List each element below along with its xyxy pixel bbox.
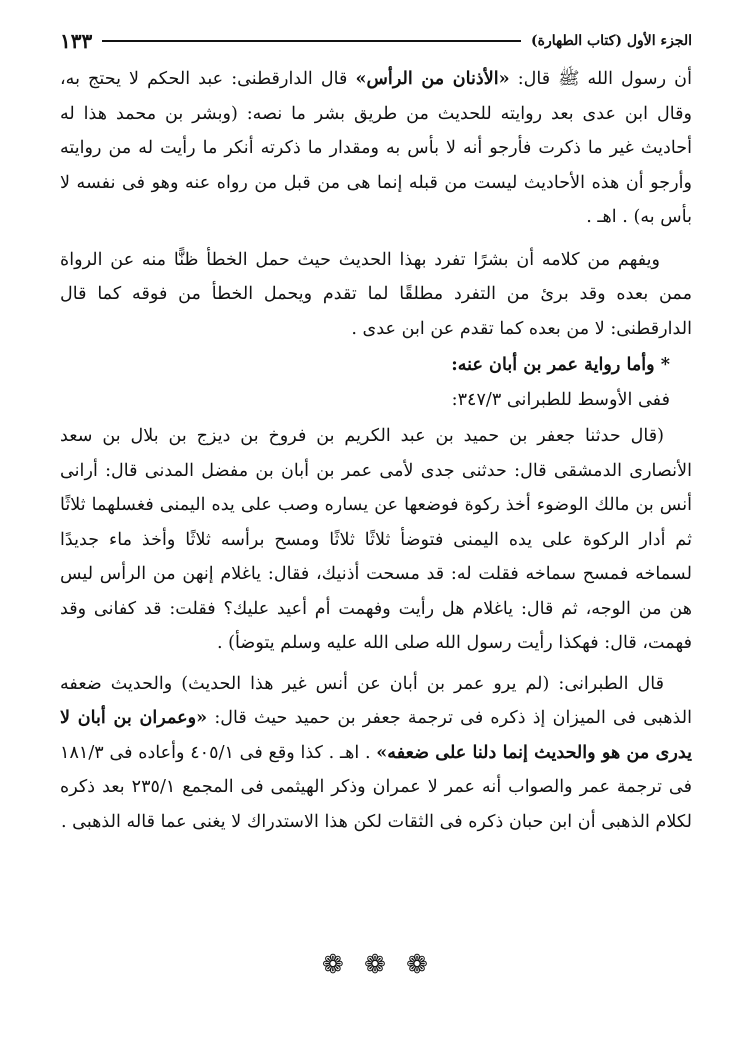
paragraph-6-rest: . اهـ . كذا وقع فى ٤٠٥/١ وأعاده فى ١٨١/٣ فى ترجمة عمر والصواب أنه عمر لا عمران وذكر الهيثمى فى المجمع ٢٣٥/١ بعد ذكره لكلام الذهبى أن ابن حبان ذكره فى الثقات لكن هذا الاستدراك لا يغنى عما قاله الذهبى . — [60, 742, 692, 832]
page-body — [60, 62, 692, 839]
paragraph-6-lead: قال الطبرانى: (لم يرو عمر بن أبان عن أنس غير هذا الحديث) والحديث ضعفه الذهبى فى الميزان إذ ذكره فى ترجمة جعفر بن حميد حيث قال: — [60, 673, 692, 728]
paragraph-1-rest: قال الدارقطنى: عبد الحكم لا يحتج به، وقال ابن عدى بعد روايته للحديث من طريق بشر ما نصه: (وبشر بن محمد هذا له أحاديث غير ما ذكرت فأرجو أنه لا بأس به ومقدار ما ذكرته أنكر ما رأيت له من روايته وأرجو أن هذه الأحاديث ليست من قبله إنما هى من قبل من رواه عنه وهو فى نفسه لا بأس به) . اهـ . — [60, 69, 692, 227]
source-reference: ففى الأوسط للطبرانى ٣٤٧/٣: — [451, 389, 670, 410]
section-end-ornament: ❁ ❁ ❁ — [322, 950, 434, 980]
page-number: ١٣٣ — [60, 29, 93, 53]
header-rule — [102, 40, 521, 42]
running-title: الجزء الأول (كتاب الطهارة) — [531, 33, 692, 49]
section-heading: * وأما رواية عمر بن أبان عنه: — [451, 354, 670, 375]
dhahabi-quote: «وعمران بن أبان لا يدرى من هو والحديث إنما دلنا على ضعفه» — [60, 707, 692, 763]
paragraph-1-lead: أن رسول الله ﷺ قال: — [509, 69, 692, 89]
hadith-narration: (قال حدثنا جعفر بن حميد بن عبد الكريم بن فروخ بن ديزج بن بلال بن سعد الأنصارى الدمشقى قال: حدثنى جدى لأمى عمر بن أبان بن مفضل المدنى قال: أرانى أنس بن مالك الوضوء أخذ ركوة فوضعها عن يساره وصب على يده اليمنى فغسلهما ثلاثًا ثم أدار الركوة على يده اليمنى فتوضأ ثلاثًا ثلاثًا ومسح برأسه ثلاثًا وأخذ ماء جديدًا لسماخه فمسح سماخه فقلت له: قد مسحت أذنيك، فقال: ياغلام إنهن من الرأس ليس هن من الوجه، ثم قال: ياغلام هل رأيت وفهمت أم أعيد عليك؟ فقلت: قد كفانى وقد فهمت، قال: فهكذا رأيت رسول الله صلى الله عليه وسلم يتوضأ) . — [60, 426, 692, 653]
hadith-quote: «الأذنان من الرأس» — [355, 68, 510, 89]
paragraph-6 — [60, 667, 692, 840]
paragraph-1 — [60, 62, 692, 235]
paragraph-2: ويفهم من كلامه أن بشرًا تفرد بهذا الحديث حيث حمل الخطأ ظنًّا منه عن الرواة ممن بعده وقد برئ من التفرد مطلقًا لما تقدم ويحمل الخطأ من فوقه كما قال الدارقطنى: لا من بعده كما تقدم عن ابن عدى . — [60, 249, 692, 339]
page-header — [60, 26, 692, 56]
